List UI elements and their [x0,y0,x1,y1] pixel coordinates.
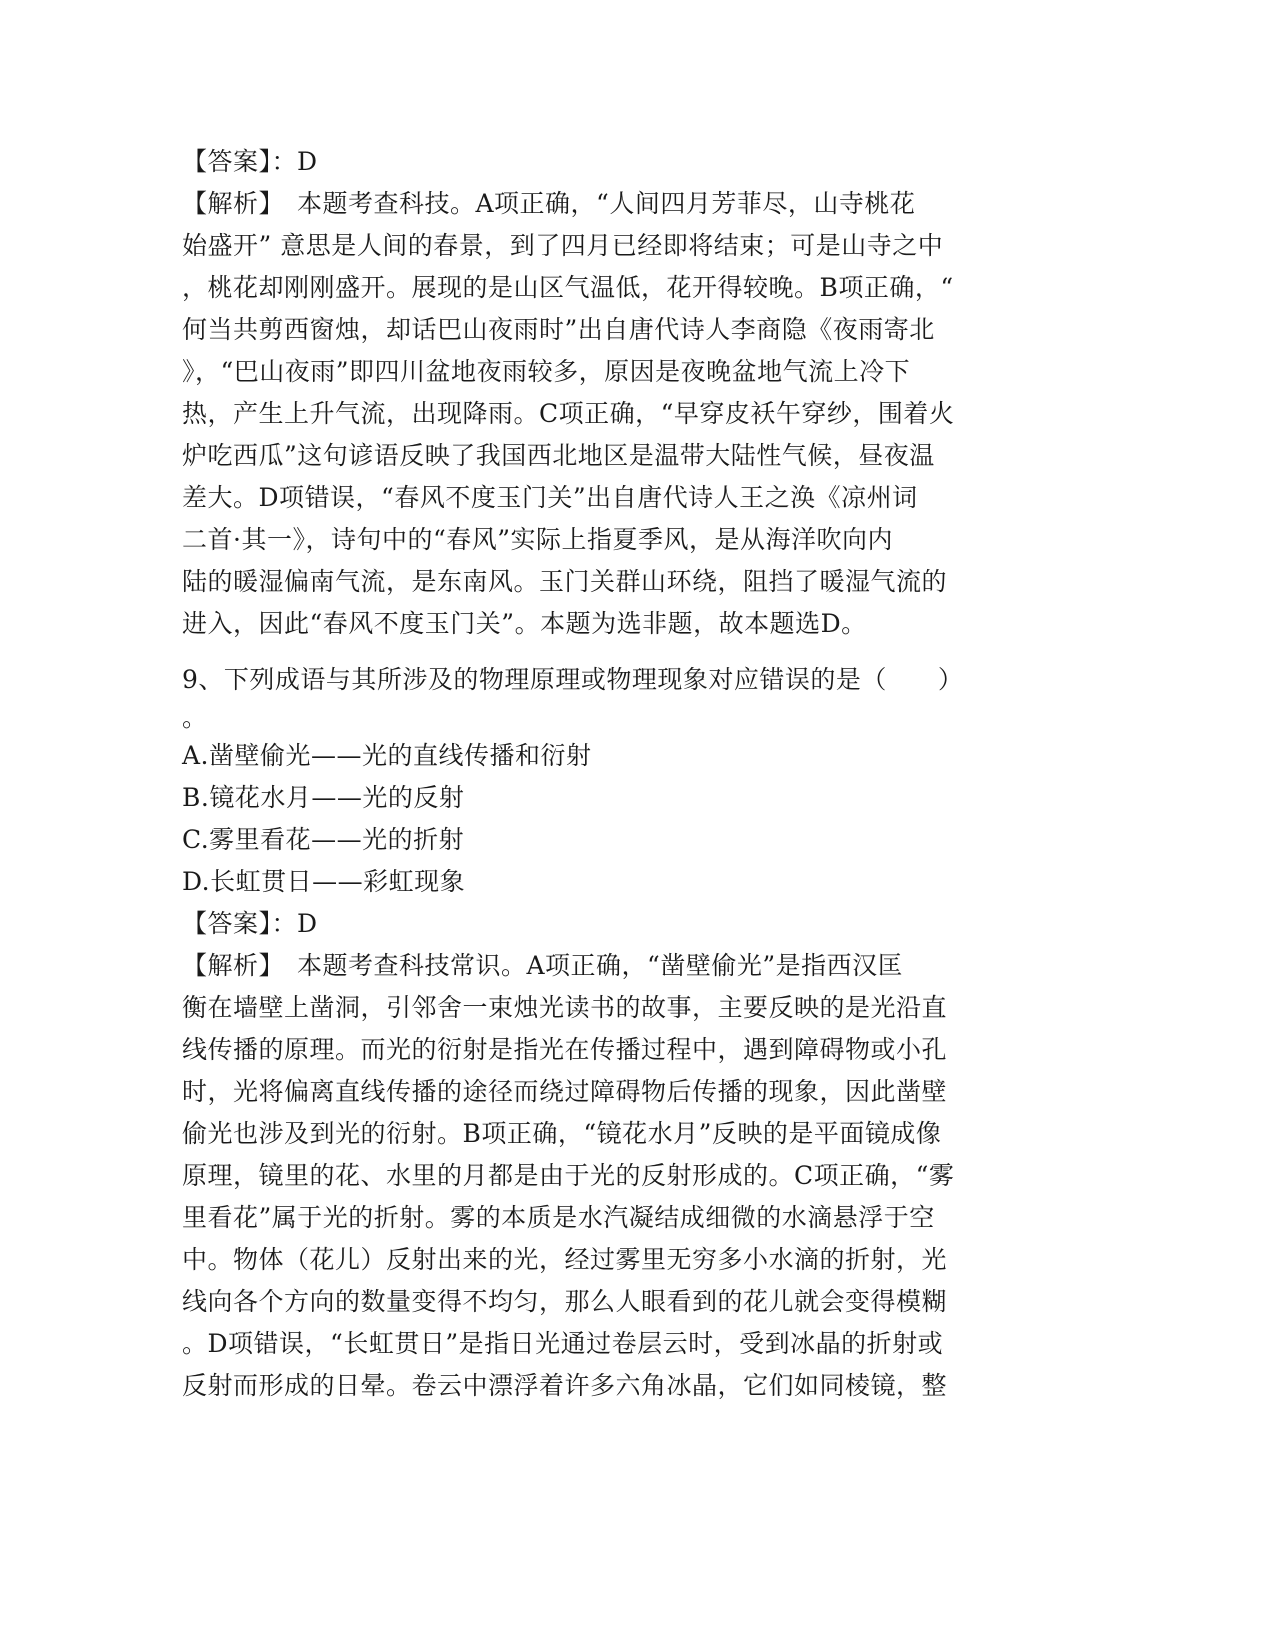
analysis-line: 炉吃西瓜”这句谚语反映了我国西北地区是温带大陆性气候，昼夜温 [182,441,935,470]
analysis-line: 进入，因此“春风不度玉门关”。本题为选非题，故本题选D。 [182,609,867,638]
answer-line: 【答案】：D [182,909,318,938]
analysis-line: 陆的暖湿偏南气流，是东南风。玉门关群山环绕，阻挡了暖湿气流的 [182,567,948,596]
option-b: B.镜花水月——光的反射 [182,783,465,812]
analysis-line: 原理，镜里的花、水里的月都是由于光的反射形成的。C项正确，“雾 [182,1161,955,1190]
analysis-line: 【解析】 本题考查科技常识。A项正确，“凿壁偷光”是指西汉匡 [182,951,904,980]
options-list [182,735,1062,903]
analysis-line: 二首·其一》，诗句中的“春风”实际上指夏季风，是从海洋吹向内 [182,525,894,554]
analysis-line: 线传播的原理。而光的衍射是指光在传播过程中，遇到障碍物或小孔 [182,1035,948,1064]
analysis-line: 偷光也涉及到光的衍射。B项正确，“镜花水月”反映的是平面镜成像 [182,1119,942,1148]
analysis-line: 里看花”属于光的折射。雾的本质是水汽凝结成细微的水滴悬浮于空 [182,1203,935,1232]
analysis-line: 时，光将偏离直线传播的途径而绕过障碍物后传播的现象，因此凿壁 [182,1077,948,1106]
analysis-line: 热，产生上升气流，出现降雨。C项正确，“早穿皮袄午穿纱，围着火 [182,399,955,428]
question-stem-continuation: 。 [182,703,208,732]
option-c: C.雾里看花——光的折射 [182,825,465,854]
document-page [182,141,1062,1407]
analysis-line: 反射而形成的日晕。卷云中漂浮着许多六角冰晶，它们如同棱镜，整 [182,1371,948,1400]
analysis-line: 差大。D项错误，“春风不度玉门关”出自唐代诗人王之涣《凉州词 [182,483,918,512]
option-d: D.长虹贯日——彩虹现象 [182,867,466,896]
analysis-line: 》，“巴山夜雨”即四川盆地夜雨较多，原因是夜晚盆地气流上冷下 [182,357,911,386]
answer-line: 【答案】：D [182,147,318,176]
spacer [182,645,1062,659]
analysis-line: 中。物体（花儿）反射出来的光，经过雾里无穷多小水滴的折射，光 [182,1245,948,1274]
question-stem: 9、下列成语与其所涉及的物理原理或物理现象对应错误的是（ ） [182,665,964,694]
analysis-block [182,183,1062,645]
analysis-line: ，桃花却刚刚盛开。展现的是山区气温低，花开得较晚。B项正确，“ [182,273,954,302]
analysis-line: 。D项错误，“长虹贯日”是指日光通过卷层云时，受到冰晶的折射或 [182,1329,944,1358]
analysis-line: 始盛开” 意思是人间的春景，到了四月已经即将结束；可是山寺之中 [182,231,944,260]
analysis-line: 线向各个方向的数量变得不均匀，那么人眼看到的花儿就会变得模糊 [182,1287,948,1316]
analysis-line: 何当共剪西窗烛，却话巴山夜雨时”出自唐代诗人李商隐《夜雨寄北 [182,315,935,344]
analysis-line: 【解析】 本题考查科技。A项正确，“人间四月芳菲尽，山寺桃花 [182,189,916,218]
analysis-line: 衡在墙壁上凿洞，引邻舍一束烛光读书的故事，主要反映的是光沿直 [182,993,948,1022]
option-a: A.凿壁偷光——光的直线传播和衍射 [182,741,592,770]
analysis-block [182,945,1062,1407]
